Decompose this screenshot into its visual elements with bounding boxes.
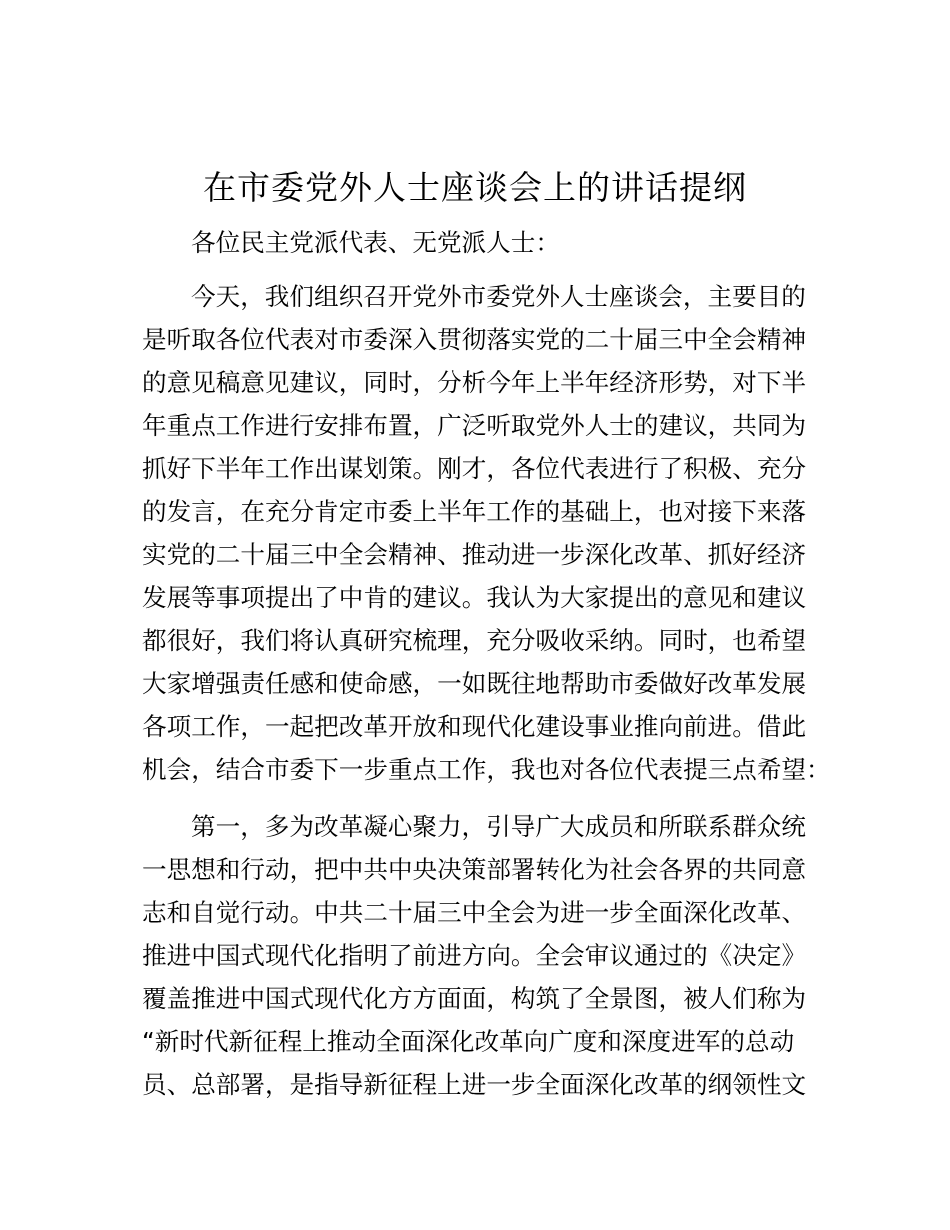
- paragraph-1-line-6: 的发言，在充分肯定市委上半年工作的基础上，也对接下来落: [142, 497, 807, 526]
- salutation: 各位民主党派代表、无党派人士：: [191, 228, 560, 257]
- paragraph-2-line-7: 员、总部署，是指导新征程上进一步全面深化改革的纲领性文: [142, 1070, 807, 1099]
- paragraph-1-line-3: 的意见稿意见建议，同时，分析今年上半年经济形势，对下半: [142, 368, 807, 397]
- paragraph-1-line-7: 实党的二十届三中全会精神、推动进一步深化改革、抓好经济: [142, 540, 807, 569]
- document-title: 在市委党外人士座谈会上的讲话提纲: [203, 168, 747, 207]
- paragraph-1-line-11: 各项工作，一起把改革开放和现代化建设事业推向前进。借此: [142, 712, 807, 741]
- paragraph-1-line-5: 抓好下半年工作出谋划策。刚才，各位代表进行了积极、充分: [142, 454, 807, 483]
- paragraph-1-line-12: 机会，结合市委下一步重点工作，我也对各位代表提三点希望：: [142, 755, 831, 784]
- paragraph-2-line-4: 推进中国式现代化指明了前进方向。全会审议通过的《决定》: [142, 941, 807, 970]
- paragraph-1-line-8: 发展等事项提出了中肯的建议。我认为大家提出的意见和建议: [142, 583, 807, 612]
- paragraph-1-line-9: 都很好，我们将认真研究梳理，充分吸收采纳。同时，也希望: [142, 626, 807, 655]
- paragraph-1-line-10: 大家增强责任感和使命感，一如既往地帮助市委做好改革发展: [142, 669, 807, 698]
- paragraph-2-line-5: 覆盖推进中国式现代化方方面面，构筑了全景图，被人们称为: [142, 984, 807, 1013]
- paragraph-1-line-4: 年重点工作进行安排布置，广泛听取党外人士的建议，共同为: [142, 411, 807, 440]
- paragraph-2-line-3: 志和自觉行动。中共二十届三中全会为进一步全面深化改革、: [142, 898, 807, 927]
- paragraph-2-line-2: 一思想和行动，把中共中央决策部署转化为社会各界的共同意: [142, 855, 807, 884]
- paragraph-1-line-1: 今天，我们组织召开党外市委党外人士座谈会，主要目的: [191, 282, 806, 311]
- paragraph-1-line-2: 是听取各位代表对市委深入贯彻落实党的二十届三中全会精神: [142, 325, 807, 354]
- paragraph-2-line-1: 第一，多为改革凝心聚力，引导广大成员和所联系群众统: [191, 812, 806, 841]
- paragraph-2-line-6: “新时代新征程上推动全面深化改革向广度和深度进军的总动: [142, 1027, 795, 1056]
